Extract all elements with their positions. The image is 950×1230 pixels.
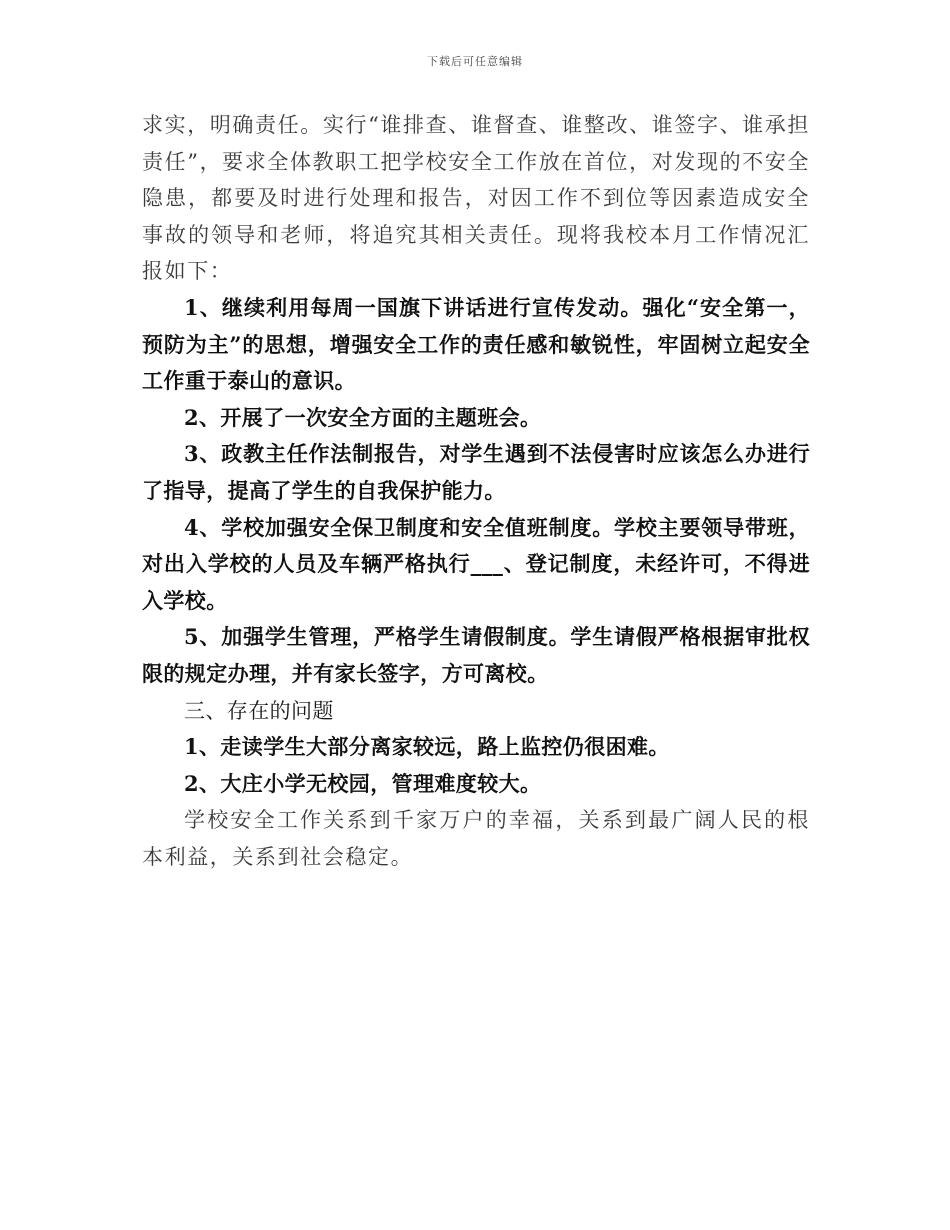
closing-paragraph: 学校安全工作关系到千家万户的幸福，关系到最广阔人民的根本利益，关系到社会稳定。 bbox=[142, 808, 810, 869]
problem-item-2: 2、大庄小学无校园，管理难度较大。 bbox=[184, 770, 542, 796]
header-note: 下载后可任意编辑 bbox=[427, 55, 523, 68]
measure-item-1: 1、继续利用每周一国旗下讲话进行宣传发动。强化“安全第一，预防为主”的思想，增强安全工作的责任感和敏锐性，牢固树立起安全工作重于泰山的意识。 bbox=[142, 294, 810, 394]
measure-item-2: 2、开展了一次安全方面的主题班会。 bbox=[184, 404, 542, 430]
section-heading: 三、存在的问题 bbox=[184, 698, 334, 723]
measure-item-5: 5、加强学生管理，严格学生请假制度。学生请假严格根据审批权限的规定办理，并有家长签字，方可离校。 bbox=[142, 624, 810, 686]
measure-item-3: 3、政教主任作法制报告，对学生遇到不法侵害时应该怎么办进行了指导，提高了学生的自我保护能力。 bbox=[142, 441, 810, 503]
intro-paragraph: 求实，明确责任。实行“谁排查、谁督查、谁整改、谁签字、谁承担责任”，要求全体教职工把学校安全工作放在首位，对发现的不安全隐患，都要及时进行处理和报告，对因工作不到位等因素造成安全事故的领导和老师，将追究其相关责任。现将我校本月工作情况汇报如下： bbox=[142, 113, 810, 284]
document-body bbox=[142, 107, 810, 875]
problem-item-1: 1、走读学生大部分离家较远，路上监控仍很困难。 bbox=[184, 734, 670, 760]
measure-item-4: 4、学校加强安全保卫制度和安全值班制度。学校主要领导带班，对出入学校的人员及车辆严格执行___、登记制度，未经许可，不得进入学校。 bbox=[142, 514, 810, 613]
